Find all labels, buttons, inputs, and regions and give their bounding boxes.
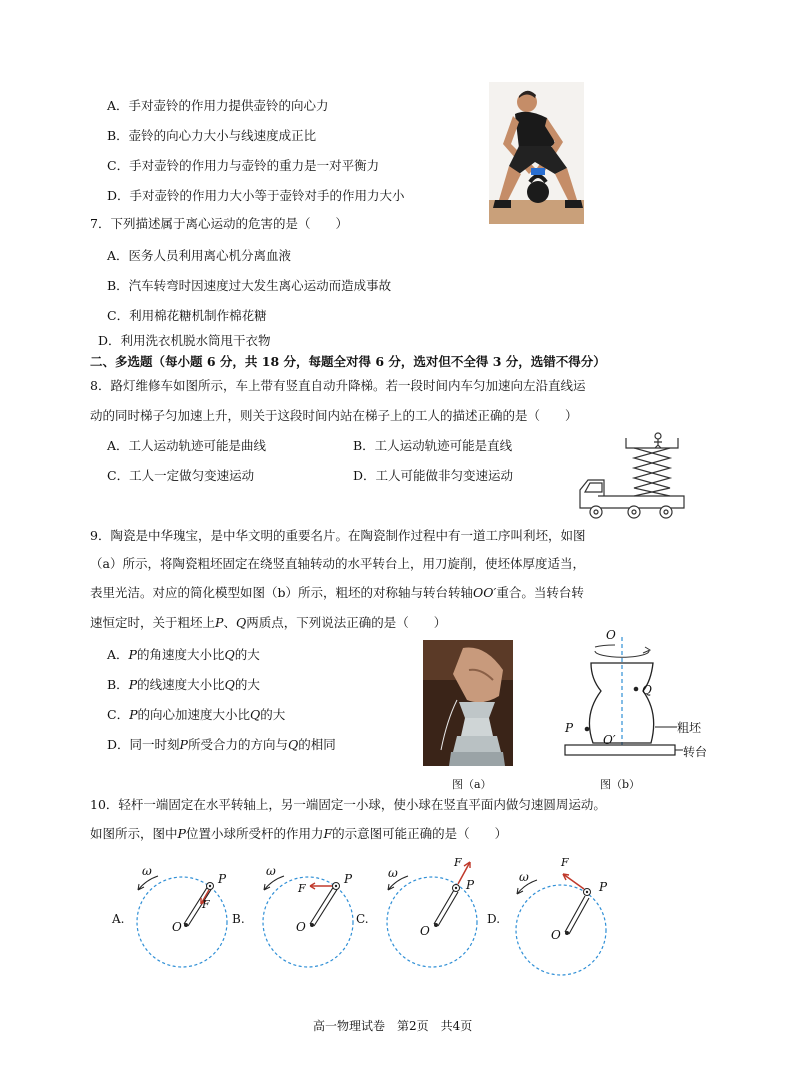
q9-line3: 表里光洁。对应的简化模型如图（b）所示，粗坯的对称轴与转台转轴OO′重合。当转台转 bbox=[90, 585, 584, 600]
point-p-label: P bbox=[466, 878, 475, 892]
q10-diagram-a bbox=[112, 860, 232, 972]
q8-stem-line2: 动的同时梯子匀加速上升，则关于这段时间内站在梯子上的工人的描述正确的是（ ） bbox=[90, 408, 578, 423]
point-p-label: P bbox=[344, 872, 353, 886]
page-footer: 高一物理试卷 第2页 共4页 bbox=[313, 1019, 473, 1033]
point-q-label: Q bbox=[642, 683, 652, 697]
omega-label: ω bbox=[266, 864, 276, 878]
q9-line1: 9．陶瓷是中华瑰宝，是中华文明的重要名片。在陶瓷制作过程中有一道工序叫利坯，如图 bbox=[90, 528, 586, 543]
force-f-label: F bbox=[454, 856, 462, 869]
q10-diagram-d bbox=[487, 854, 617, 980]
pottery-model-diagram bbox=[555, 628, 715, 761]
diagram-b-letter: B. bbox=[232, 912, 245, 926]
lift-truck-figure bbox=[576, 428, 688, 522]
q6-option-d: D．手对壶铃的作用力大小等于壶铃对手的作用力大小 bbox=[107, 188, 405, 203]
force-f-label: F bbox=[561, 856, 569, 869]
omega-label: ω bbox=[388, 866, 398, 880]
turntable-label: 转台 bbox=[683, 745, 708, 759]
center-o-label: O bbox=[420, 924, 430, 938]
q9-option-d: D．同一时刻P所受合力的方向与Q的相同 bbox=[107, 737, 336, 752]
axis-label-top: O bbox=[606, 628, 616, 642]
axis-label-bottom: O′ bbox=[603, 733, 616, 747]
q9-option-b: B．P的线速度大小比Q的大 bbox=[107, 677, 260, 692]
q9-option-c: C．P的向心加速度大小比Q的大 bbox=[107, 707, 286, 722]
diagram-d-letter: D. bbox=[487, 912, 501, 926]
q10-line1: 10．轻杆一端固定在水平转轴上，另一端固定一小球，使小球在竖直平面内做匀速圆周运动。 bbox=[90, 797, 606, 812]
section-2-heading: 二、多选题（每小题 6 分，共 18 分，每题全对得 6 分，选对但不全得 3 分，选错不得分） bbox=[90, 354, 606, 369]
force-f-label: F bbox=[202, 898, 210, 911]
kettlebell-athlete-photo bbox=[489, 82, 584, 224]
q9-line2: （a）所示，将陶瓷粗坯固定在绕竖直轴转动的水平转台上，用刀旋削，使坯体厚度适当， bbox=[90, 556, 585, 571]
q8-option-d: D．工人可能做非匀变速运动 bbox=[353, 468, 514, 483]
q8-option-b: B．工人运动轨迹可能是直线 bbox=[353, 438, 513, 453]
force-f-label: F bbox=[298, 882, 306, 895]
omega-label: ω bbox=[519, 870, 529, 884]
diagram-c-letter: C. bbox=[356, 912, 369, 926]
diagram-a-letter: A. bbox=[112, 912, 125, 926]
figure-a-caption: 图（a） bbox=[452, 778, 492, 791]
q7-option-c: C．利用棉花糖机制作棉花糖 bbox=[107, 308, 267, 323]
q7-option-b: B．汽车转弯时因速度过大发生离心运动而造成事故 bbox=[107, 278, 392, 293]
figure-b-caption: 图（b） bbox=[600, 778, 641, 791]
q10-diagram-c bbox=[356, 854, 486, 974]
q9-line4: 速恒定时，关于粗坯上P、Q两质点，下列说法正确的是（ ） bbox=[90, 615, 447, 630]
q7-stem: 7．下列描述属于离心运动的危害的是（ ） bbox=[90, 216, 348, 231]
omega-label: ω bbox=[142, 864, 152, 878]
q8-stem-line1: 8．路灯维修车如图所示，车上带有竖直自动升降梯。若一段时间内车匀加速向左沿直线运 bbox=[90, 378, 586, 393]
q6-option-c: C．手对壶铃的作用力与壶铃的重力是一对平衡力 bbox=[107, 158, 380, 173]
q10-diagram-b bbox=[232, 860, 362, 972]
point-p-label: P bbox=[565, 721, 574, 735]
pottery-trimming-photo bbox=[423, 640, 513, 766]
q9-option-a: A．P的角速度大小比Q的大 bbox=[107, 647, 260, 662]
center-o-label: O bbox=[551, 928, 561, 942]
q7-option-a: A．医务人员利用离心机分离血液 bbox=[107, 248, 292, 263]
blank-label: 粗坯 bbox=[677, 721, 702, 735]
point-p-label: P bbox=[599, 880, 608, 894]
q8-option-c: C．工人一定做匀变速运动 bbox=[107, 468, 255, 483]
q8-option-a: A．工人运动轨迹可能是曲线 bbox=[107, 438, 267, 453]
q10-line2: 如图所示，图中P位置小球所受杆的作用力F的示意图可能正确的是（ ） bbox=[90, 826, 508, 841]
point-p-label: P bbox=[218, 872, 227, 886]
q6-option-a: A．手对壶铃的作用力提供壶铃的向心力 bbox=[107, 98, 329, 113]
q7-option-d: D．利用洗衣机脱水筒甩干衣物 bbox=[98, 333, 271, 348]
center-o-label: O bbox=[296, 920, 306, 934]
center-o-label: O bbox=[172, 920, 182, 934]
q6-option-b: B．壶铃的向心力大小与线速度成正比 bbox=[107, 128, 317, 143]
